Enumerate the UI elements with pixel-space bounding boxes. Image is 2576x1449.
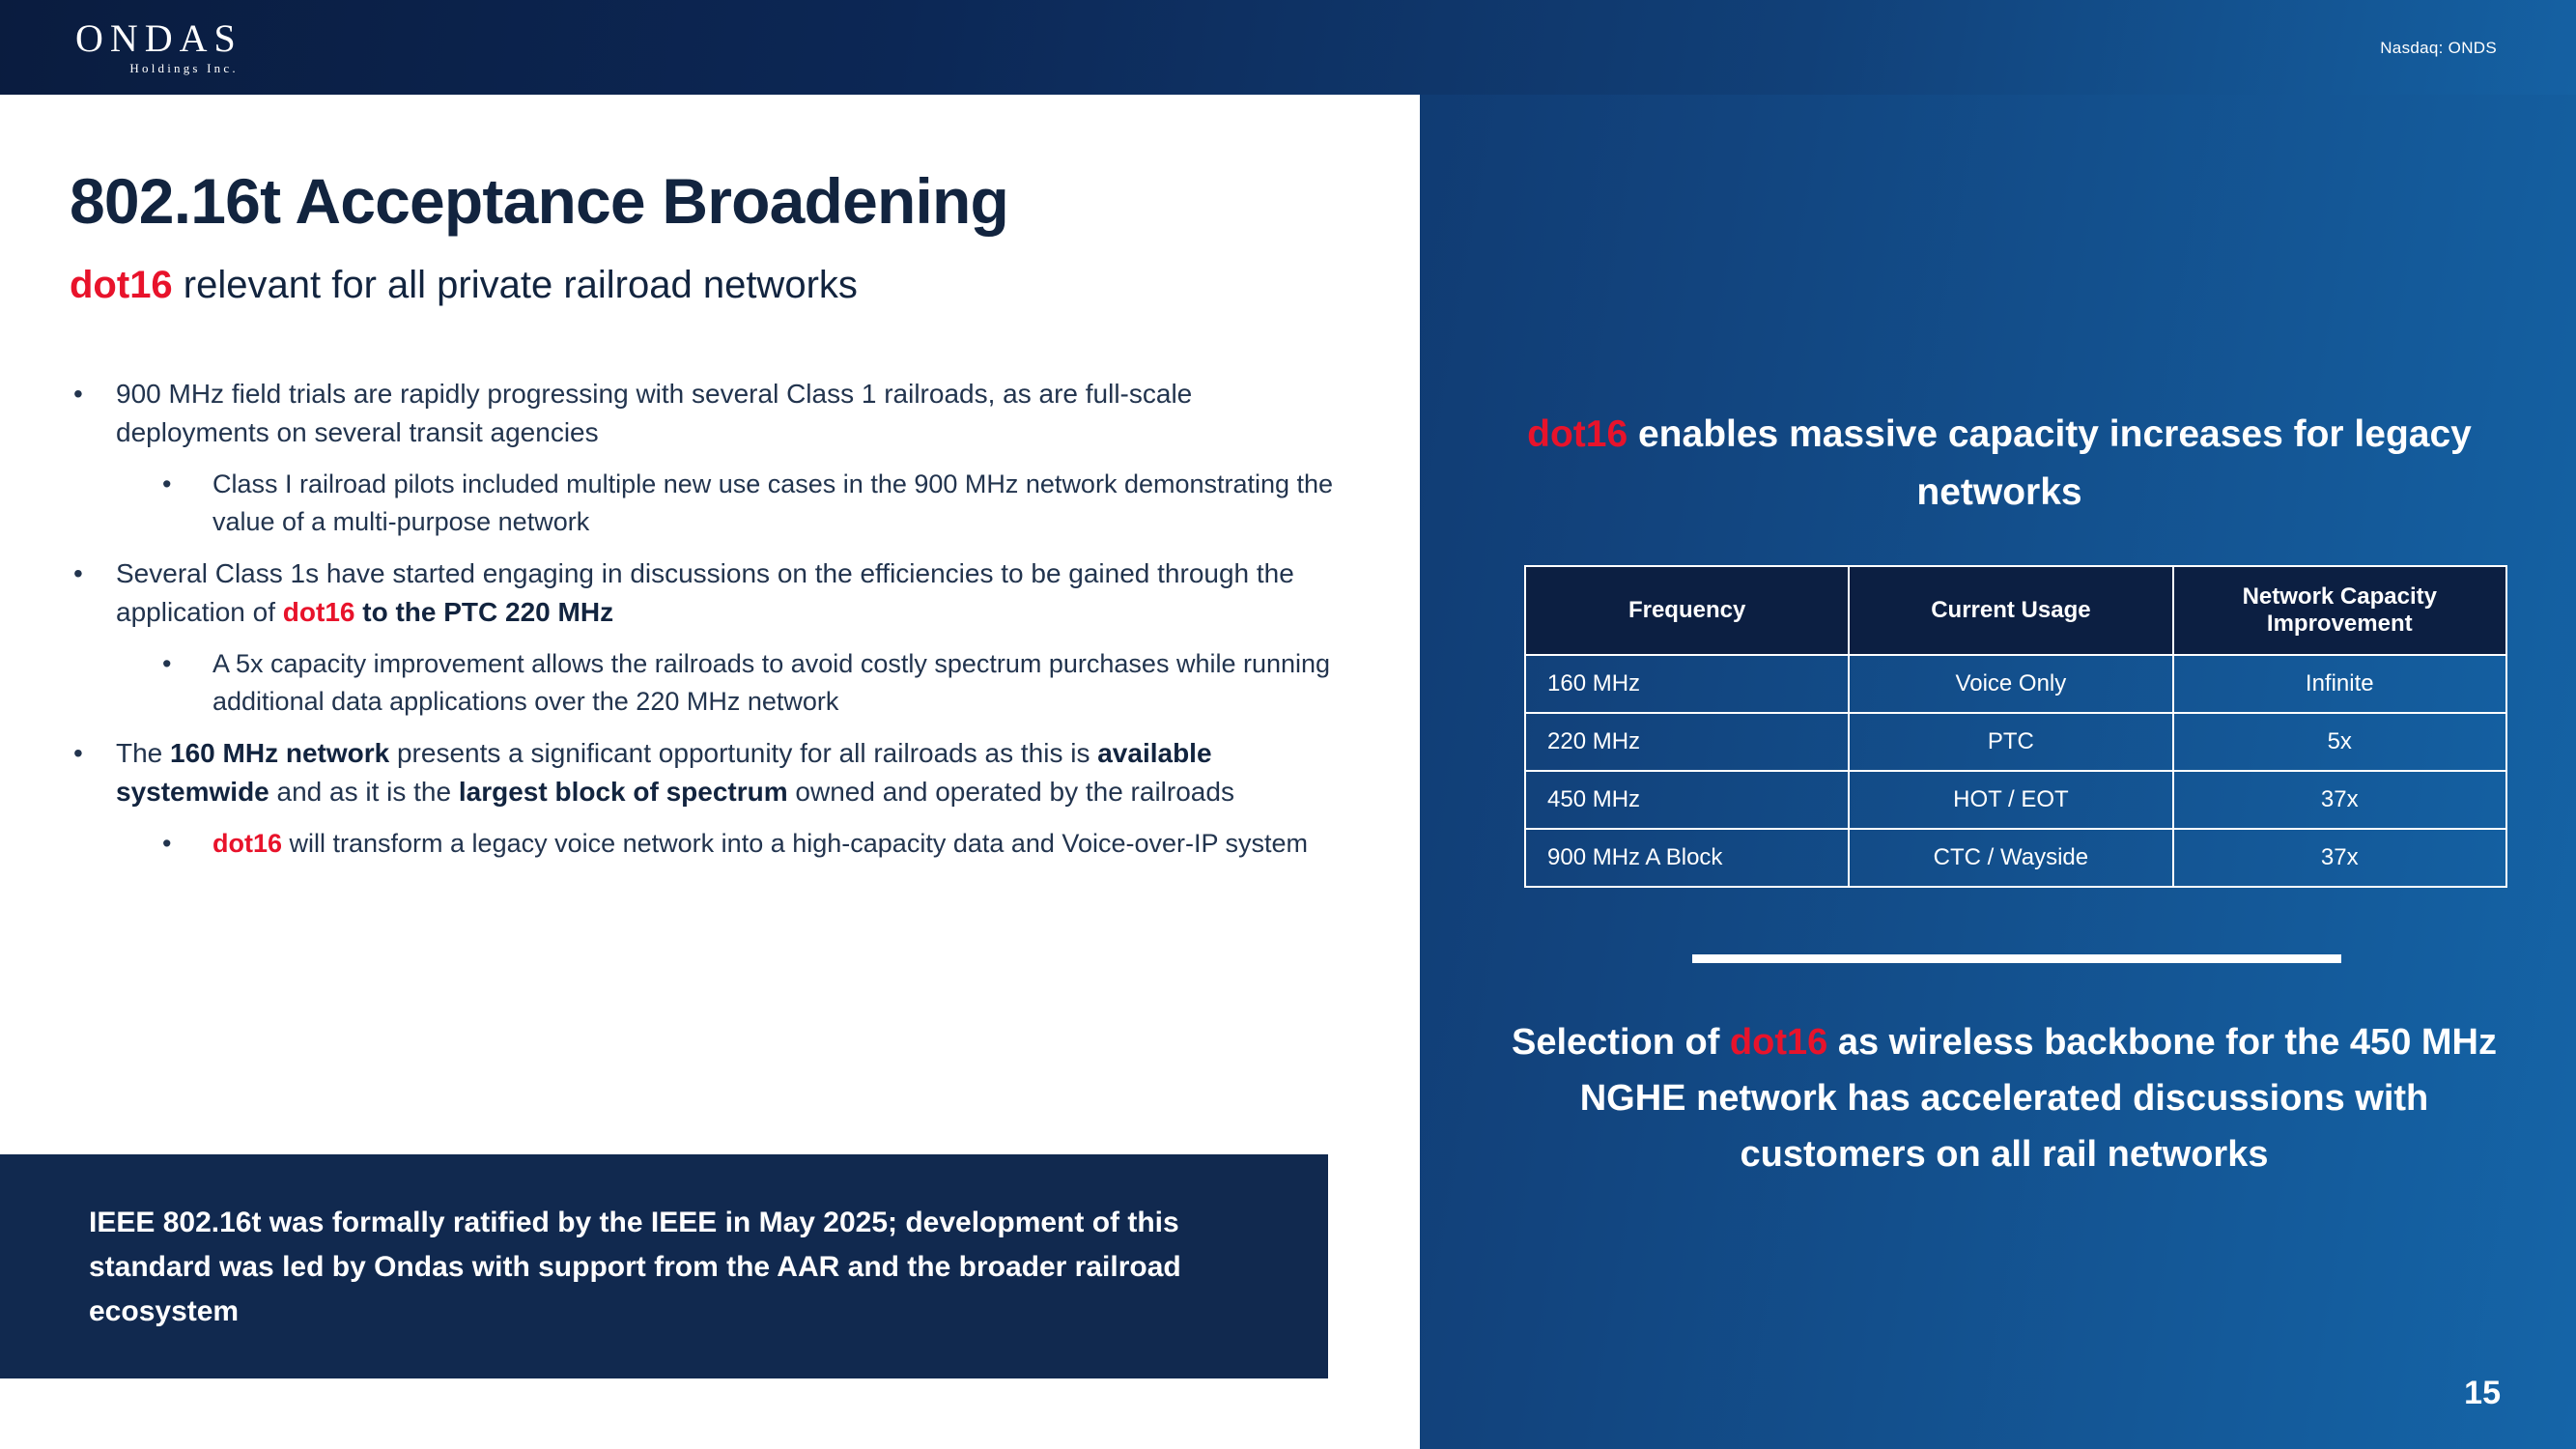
column-header-frequency: Frequency (1525, 566, 1849, 655)
bullet-item (66, 645, 1350, 721)
page-title: 802.16t Acceptance Broadening (70, 165, 1009, 237)
bullet-text: Class I railroad pilots included multiple new use cases in the 900 MHz network demonstrating the value of a multi-purpose network (212, 469, 1334, 536)
table-row (1525, 713, 2506, 771)
table-cell: PTC (1849, 713, 2172, 771)
table-cell: 450 MHz (1525, 771, 1849, 829)
bullet-text: 900 MHz field trials are rapidly progressing with several Class 1 railroads, as are full-scale deployments on several transit agencies (116, 379, 1193, 447)
table-cell: 220 MHz (1525, 713, 1849, 771)
selection-accent: dot16 (1729, 1022, 1828, 1063)
capacity-table (1524, 565, 2507, 888)
table-cell: 37x (2173, 771, 2506, 829)
selection-pre: Selection of (1512, 1022, 1730, 1063)
bullet-item (66, 375, 1350, 452)
bullet-marker: • (73, 738, 83, 768)
selection-statement (1487, 1014, 2521, 1182)
table-cell: 5x (2173, 713, 2506, 771)
capacity-heading-rest: enables massive capacity increases for legacy networks (1628, 413, 2472, 513)
table-cell: Voice Only (1849, 655, 2172, 713)
bullet-marker: • (73, 558, 83, 588)
column-header-network-capacity-improvement: Network Capacity Improvement (2173, 566, 2506, 655)
table-cell: 37x (2173, 829, 2506, 887)
bullet-marker: • (162, 649, 172, 678)
bullet-item (66, 554, 1350, 632)
table-cell: CTC / Wayside (1849, 829, 2172, 887)
table-header-row (1525, 566, 2506, 655)
bullet-item (66, 466, 1350, 541)
selection-post: as wireless backbone for the 450 MHz NGHE network has accelerated discussions with customers on all rail networks (1579, 1022, 2497, 1175)
table-cell: HOT / EOT (1849, 771, 2172, 829)
bullet-list (66, 375, 1350, 876)
ondas-logo (75, 17, 242, 76)
logo-subtitle: Holdings Inc. (129, 61, 239, 75)
page-subtitle (70, 264, 858, 307)
table-row (1525, 829, 2506, 887)
bullet-marker: • (73, 379, 83, 409)
capacity-heading (1487, 406, 2511, 522)
subtitle-accent: dot16 (70, 264, 173, 306)
banner-text: IEEE 802.16t was formally ratified by the IEEE in May 2025; development of this standard was led by Ondas with support from the AAR and the broader railroad ecosystem (89, 1207, 1181, 1327)
bullet-marker: • (162, 829, 172, 858)
logo-wordmark: ONDAS (75, 16, 242, 60)
bullet-text: Several Class 1s have started engaging in discussions on the efficiencies to be gained through the application of dot16 to the PTC 220 MHz (116, 558, 1294, 627)
table-cell: Infinite (2173, 655, 2506, 713)
table-cell: 900 MHz A Block (1525, 829, 1849, 887)
bullet-marker: • (162, 469, 172, 498)
bullet-text: A 5x capacity improvement allows the railroads to avoid costly spectrum purchases while running additional data applications over the 220 MHz network (212, 649, 1331, 716)
table-cell: 160 MHz (1525, 655, 1849, 713)
bullet-item (66, 734, 1350, 811)
page-number: 15 (2464, 1375, 2501, 1411)
bullet-item (66, 825, 1350, 863)
subtitle-rest: relevant for all private railroad networks (172, 264, 858, 306)
ticker-label: Nasdaq: ONDS (2380, 39, 2497, 57)
column-header-current-usage: Current Usage (1849, 566, 2172, 655)
section-divider (1692, 954, 2341, 963)
capacity-heading-accent: dot16 (1527, 413, 1628, 455)
bullet-text: dot16 will transform a legacy voice network into a high-capacity data and Voice-over-IP system (212, 829, 1309, 858)
ratification-banner (0, 1154, 1328, 1378)
bullet-text: The 160 MHz network presents a significant opportunity for all railroads as this is available systemwide and as it is the largest block of spectrum owned and operated by the railroads (116, 738, 1234, 807)
table-row (1525, 655, 2506, 713)
top-header-bar (0, 0, 2576, 95)
table-row (1525, 771, 2506, 829)
